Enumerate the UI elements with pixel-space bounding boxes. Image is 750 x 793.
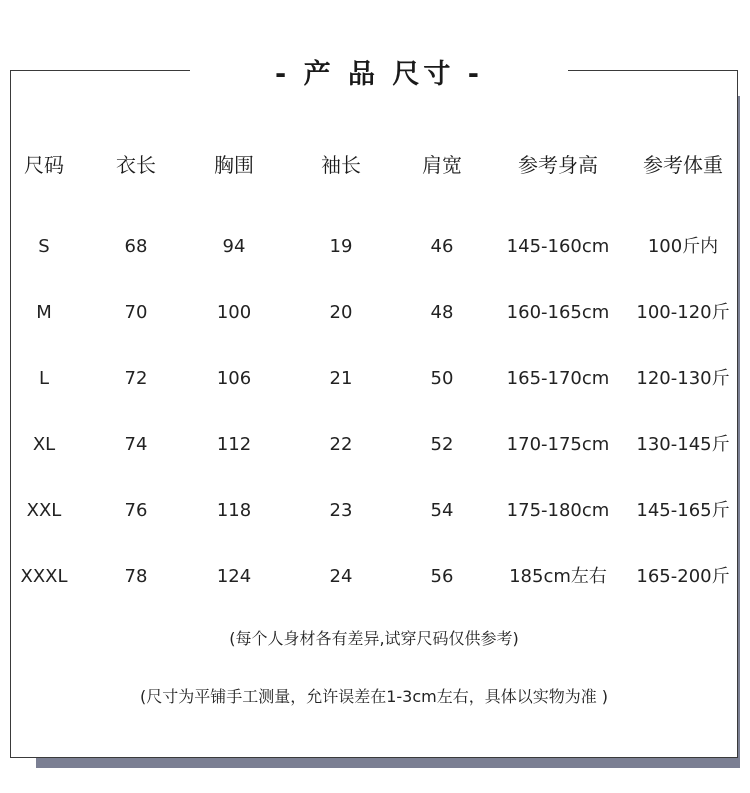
- cell-sleeve: 20: [329, 302, 353, 323]
- cell-shoulder: 56: [430, 566, 454, 587]
- header-length: 衣长: [116, 153, 156, 177]
- title-banner: [190, 48, 568, 94]
- header-size: 尺码: [24, 153, 64, 177]
- table-row: [10, 293, 738, 333]
- cell-size: XXL: [26, 500, 62, 521]
- cell-sleeve: 23: [329, 500, 353, 521]
- cell-length: 74: [124, 434, 148, 455]
- header-height: 参考身高: [518, 153, 598, 177]
- header-sleeve: 袖长: [321, 153, 361, 177]
- cell-length: 70: [124, 302, 148, 323]
- table-header-row: [10, 145, 738, 185]
- cell-length: 76: [124, 500, 148, 521]
- cell-shoulder: 48: [430, 302, 454, 323]
- cell-sleeve: 19: [329, 236, 353, 257]
- table-row: [10, 557, 738, 597]
- cell-weight: 145-165斤: [636, 500, 730, 521]
- cell-length: 78: [124, 566, 148, 587]
- table-row: [10, 425, 738, 465]
- cell-size: L: [38, 368, 50, 389]
- header-weight: 参考体重: [643, 153, 723, 177]
- header-chest: 胸围: [214, 153, 254, 177]
- cell-height: 145-160cm: [506, 236, 610, 257]
- page-title: - 产 品 尺寸 -: [274, 58, 483, 90]
- cell-height: 185cm左右: [509, 566, 607, 587]
- cell-size: S: [38, 236, 50, 257]
- cell-shoulder: 52: [430, 434, 454, 455]
- cell-sleeve: 24: [329, 566, 353, 587]
- cell-size: M: [36, 302, 52, 323]
- cell-chest: 100: [216, 302, 252, 323]
- cell-chest: 112: [216, 434, 252, 455]
- table-row: [10, 359, 738, 399]
- header-shoulder: 肩宽: [422, 153, 462, 177]
- cell-chest: 124: [216, 566, 252, 587]
- cell-length: 68: [124, 236, 148, 257]
- table-row: [10, 227, 738, 267]
- cell-shoulder: 54: [430, 500, 454, 521]
- cell-sleeve: 22: [329, 434, 353, 455]
- cell-shoulder: 50: [430, 368, 454, 389]
- cell-weight: 100-120斤: [636, 302, 730, 323]
- cell-size: XL: [32, 434, 56, 455]
- cell-chest: 118: [216, 500, 252, 521]
- cell-weight: 100斤内: [647, 236, 719, 257]
- cell-height: 170-175cm: [506, 434, 610, 455]
- cell-shoulder: 46: [430, 236, 454, 257]
- cell-height: 165-170cm: [506, 368, 610, 389]
- cell-weight: 165-200斤: [636, 566, 730, 587]
- cell-length: 72: [124, 368, 148, 389]
- measurement-note: (尺寸为平铺手工测量，允许误差在1-3cm左右，具体以实物为准 ): [139, 687, 609, 706]
- cell-sleeve: 21: [329, 368, 353, 389]
- cell-chest: 106: [216, 368, 252, 389]
- cell-size: XXXL: [20, 566, 68, 587]
- cell-weight: 130-145斤: [636, 434, 730, 455]
- cell-chest: 94: [222, 236, 246, 257]
- table-row: [10, 491, 738, 531]
- cell-weight: 120-130斤: [636, 368, 730, 389]
- cell-height: 175-180cm: [506, 500, 610, 521]
- cell-height: 160-165cm: [506, 302, 610, 323]
- fit-note: (每个人身材各有差异,试穿尺码仅供参考): [229, 629, 519, 648]
